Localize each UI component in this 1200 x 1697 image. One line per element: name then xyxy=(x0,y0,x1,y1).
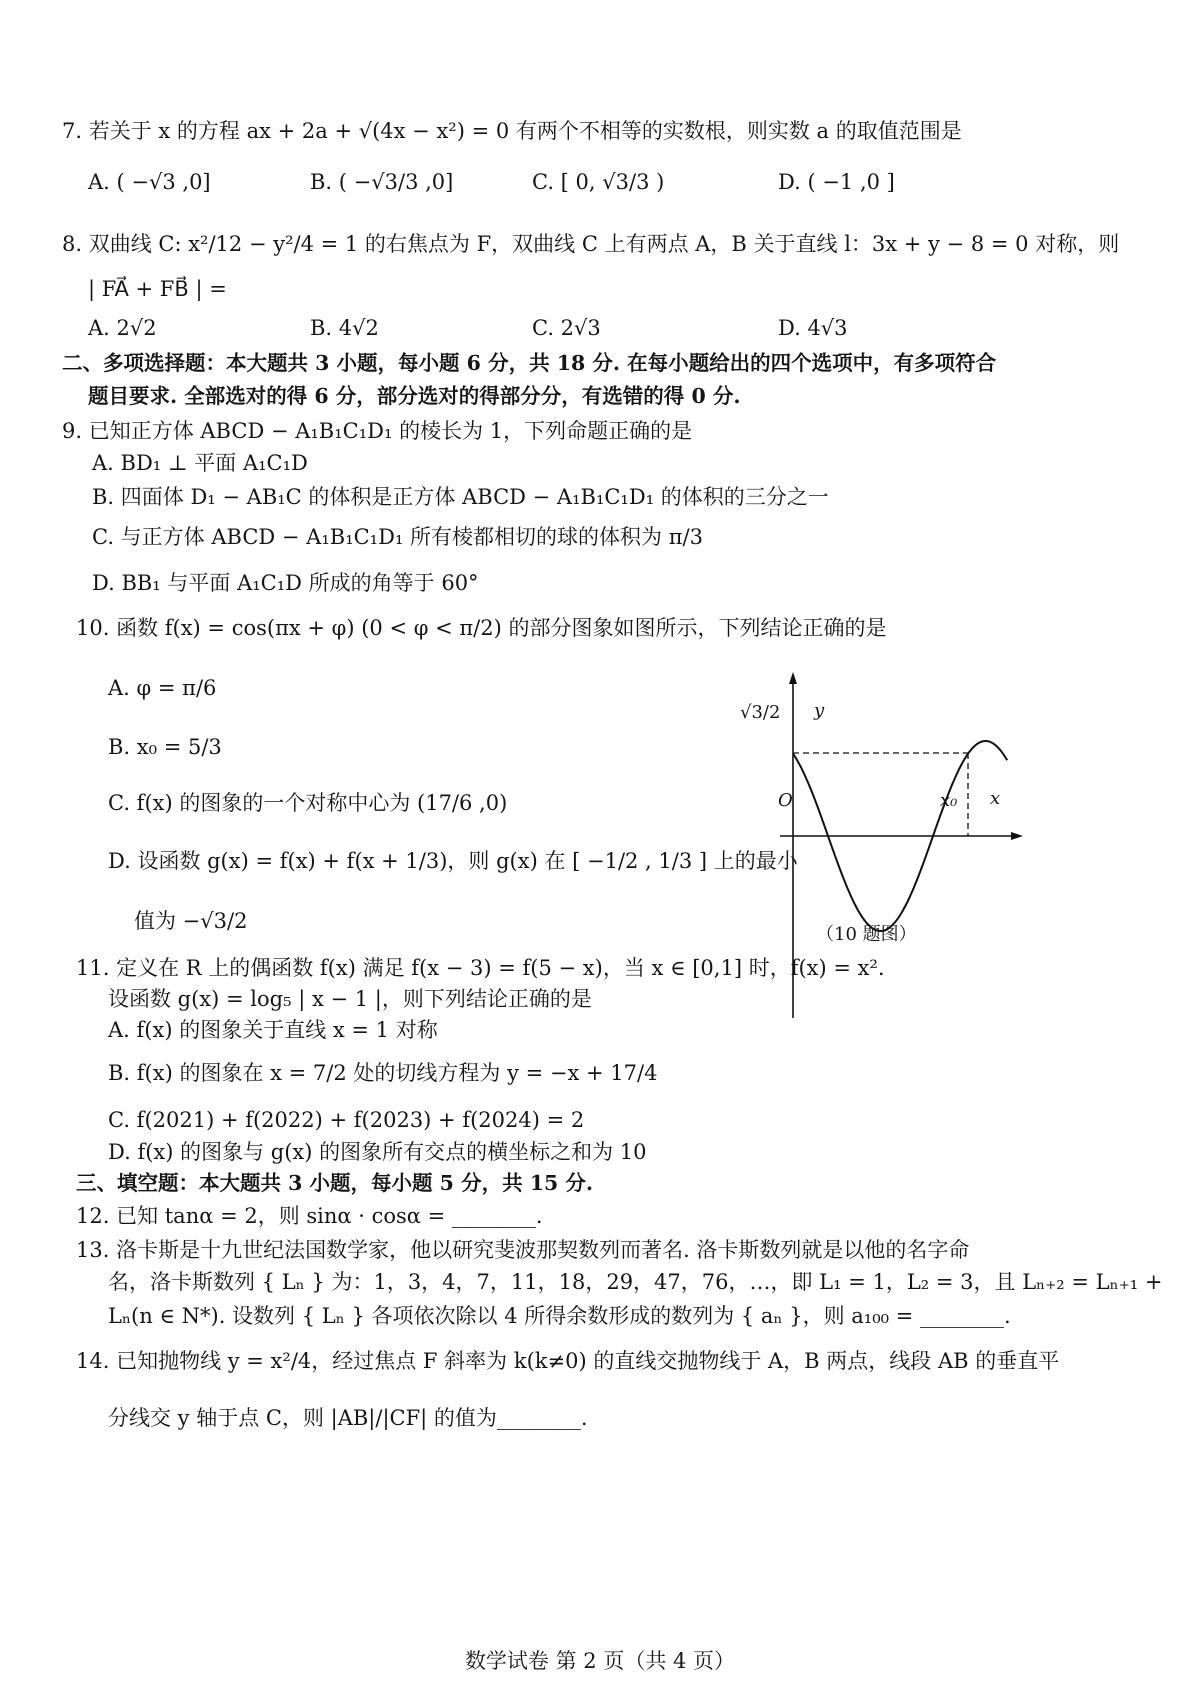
q8-options xyxy=(88,316,1138,356)
q13-line2: 名，洛卡斯数列 { Lₙ } 为：1，3，4，7，11，18，29，47，76，…，即 L₁ = 1，L₂ = 3，且 Lₙ₊₂ = Lₙ₊₁ + xyxy=(108,1270,1163,1294)
y-axis-arrow xyxy=(789,672,797,684)
x0-tick-label: x₀ xyxy=(940,790,958,811)
q7-option-c: C. [ 0, √3/3 ) xyxy=(532,170,665,194)
cosine-graph-plot xyxy=(780,668,1095,1038)
q7-options xyxy=(88,170,1138,210)
q10-stem: 10. 函数 f(x) = cos(πx + φ) (0 < φ < π/2) 的部分图象如图所示，下列结论正确的是 xyxy=(76,616,887,640)
q10-option-a: A. φ = π/6 xyxy=(108,676,217,700)
q11-option-d: D. f(x) 的图象与 g(x) 的图象所有交点的横坐标之和为 10 xyxy=(108,1140,647,1164)
x-axis-arrow xyxy=(1011,832,1023,840)
x-axis-label: x xyxy=(990,788,1001,809)
q7-option-a: A. ( −√3 ,0] xyxy=(88,170,211,194)
q10-option-c: C. f(x) 的图象的一个对称中心为 (17/6 ,0) xyxy=(108,791,508,815)
section2-heading: 二、多项选择题：本大题共 3 小题，每小题 6 分，共 18 分. 在每小题给出的四个选项中，有多项符合 xyxy=(62,351,997,375)
q11-option-b: B. f(x) 的图象在 x = 7/2 处的切线方程为 y = −x + 17/4 xyxy=(108,1061,658,1085)
origin-label: O xyxy=(778,790,793,811)
q11-option-a: A. f(x) 的图象关于直线 x = 1 对称 xyxy=(108,1018,438,1042)
q10-option-d-continued: 值为 −√3/2 xyxy=(134,909,248,933)
q7-option-b: B. ( −√3/3 ,0] xyxy=(310,170,454,194)
q11-option-c: C. f(2021) + f(2022) + f(2023) + f(2024) = 2 xyxy=(108,1108,585,1132)
y-tick-label: √3/2 xyxy=(740,702,781,723)
page-footer: 数学试卷 第 2 页（共 4 页） xyxy=(464,1649,736,1673)
q13-line1: 13. 洛卡斯是十九世纪法国数学家，他以研究斐波那契数列而著名. 洛卡斯数列就是以他的名字命 xyxy=(76,1238,970,1262)
q9-option-d: D. BB₁ 与平面 A₁C₁D 所成的角等于 60° xyxy=(92,571,479,595)
q10-figure xyxy=(740,700,1095,1038)
q11-stem: 11. 定义在 R 上的偶函数 f(x) 满足 f(x − 3) = f(5 − x)，当 x ∈ [0,1] 时，f(x) = x². xyxy=(76,956,885,980)
q8-option-b: B. 4√2 xyxy=(310,316,379,340)
q7-stem: 7. 若关于 x 的方程 ax + 2a + √(4x − x²) = 0 有两个不相等的实数根，则实数 a 的取值范围是 xyxy=(62,119,962,143)
q9-option-c: C. 与正方体 ABCD − A₁B₁C₁D₁ 所有棱都相切的球的体积为 π/3 xyxy=(92,525,703,549)
q7-option-d: D. ( −1 ,0 ] xyxy=(778,170,895,194)
y-axis-label: y xyxy=(814,700,825,721)
q8-option-c: C. 2√3 xyxy=(532,316,601,340)
q14-line2: 分线交 y 轴于点 C，则 |AB|/|CF| 的值为________. xyxy=(108,1406,588,1430)
q9-option-b: B. 四面体 D₁ − AB₁C 的体积是正方体 ABCD − A₁B₁C₁D₁ 的体积的三分之一 xyxy=(92,485,829,509)
q11-stem-continued: 设函数 g(x) = log₅ | x − 1 |，则下列结论正确的是 xyxy=(108,987,592,1011)
q9-option-a: A. BD₁ ⊥ 平面 A₁C₁D xyxy=(92,451,308,475)
section3-heading: 三、填空题：本大题共 3 小题，每小题 5 分，共 15 分. xyxy=(76,1171,594,1195)
q8-option-d: D. 4√3 xyxy=(778,316,848,340)
q8-option-a: A. 2√2 xyxy=(88,316,157,340)
q10-option-d: D. 设函数 g(x) = f(x) + f(x + 1/3)，则 g(x) 在 [ −1/2 , 1/3 ] 上的最小 xyxy=(108,849,798,873)
figure-caption: （10 题图） xyxy=(816,924,917,945)
q10-option-b: B. x₀ = 5/3 xyxy=(108,735,222,759)
section2-heading-continued: 题目要求. 全部选对的得 6 分，部分选对的得部分分，有选错的得 0 分. xyxy=(88,384,741,408)
q14-line1: 14. 已知抛物线 y = x²/4，经过焦点 F 斜率为 k(k≠0) 的直线交抛物线于 A，B 两点，线段 AB 的垂直平 xyxy=(76,1349,1060,1373)
q8-stem-continuation: | FA⃗ + FB⃗ | = xyxy=(88,277,227,301)
q13-line3: Lₙ(n ∈ N*). 设数列 { Lₙ } 各项依次除以 4 所得余数形成的数列为 { aₙ }，则 a₁₀₀ = ________. xyxy=(108,1304,1011,1328)
q12-stem: 12. 已知 tanα = 2，则 sinα · cosα = ________. xyxy=(76,1204,543,1228)
q9-stem: 9. 已知正方体 ABCD − A₁B₁C₁D₁ 的棱长为 1，下列命题正确的是 xyxy=(62,419,693,443)
q8-stem: 8. 双曲线 C: x²/12 − y²/4 = 1 的右焦点为 F，双曲线 C 上有两点 A，B 关于直线 l：3x + y − 8 = 0 对称，则 xyxy=(62,232,1120,256)
